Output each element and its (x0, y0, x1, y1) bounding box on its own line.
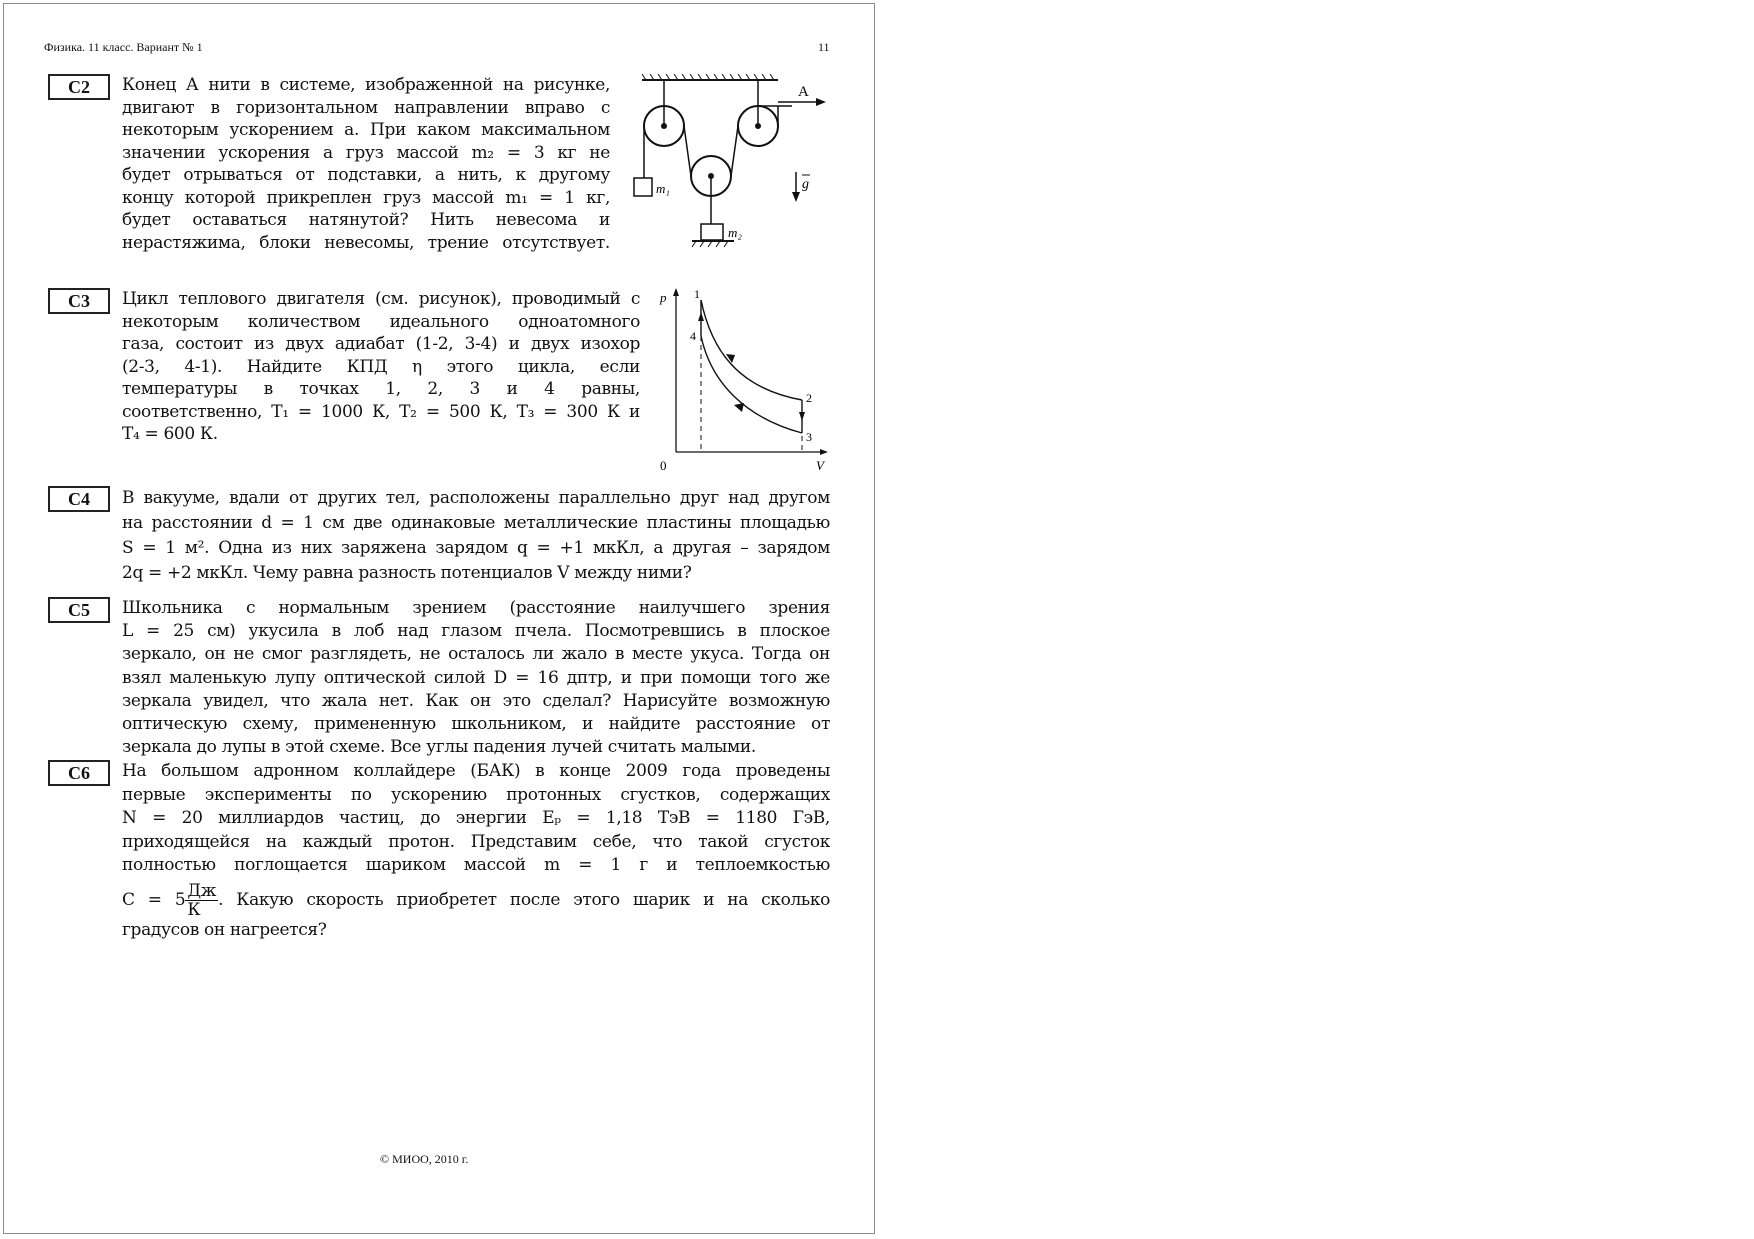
task-text-c6 (122, 760, 830, 942)
text-line: (2-3, 4-1). Найдите КПД η этого цикла, если (122, 356, 640, 377)
text-line: L = 25 см) укусила в лоб над глазом пчела. Посмотревшись в плоское (122, 621, 830, 642)
text-line: будет оставаться натянутой? Нить невесома и (122, 210, 610, 230)
mass-m2-label: m₂ (728, 225, 742, 240)
gravity-label: g (802, 177, 809, 192)
text-line: зеркала увидел, что жала нет. Как он это сделал? Нарисуйте возможную (122, 690, 830, 711)
origin-label: 0 (660, 458, 667, 473)
text-line: градусов он нагреется? (122, 919, 327, 940)
task-label-c3: С3 (48, 288, 110, 314)
page-footer: © МИОО, 2010 г. (380, 1152, 469, 1166)
text-line: зеркало, он не смог разглядеть, не осталось ли жало в месте укуса. Тогда он (122, 644, 830, 665)
page-header-title: Физика. 11 класс. Вариант № 1 (44, 40, 203, 54)
text-line: S = 1 м². Одна из них заряжена зарядом q = +1 мкКл, а другая – зарядом (122, 538, 830, 558)
text-line: температуры в точках 1, 2, 3 и 4 равны, (122, 379, 640, 399)
task-text-c3 (122, 288, 640, 446)
formula-rest: . Какую скорость приобретет после этого шарик и на сколько (218, 889, 830, 910)
text-line: концу которой прикреплен груз массой m₁ = 1 кг, (122, 187, 610, 208)
task-label-c4: С4 (48, 486, 110, 512)
adiabat-3-4 (701, 336, 802, 433)
p-axis-label: p (660, 290, 667, 305)
task-text-c5 (122, 597, 830, 759)
task-label-c2: С2 (48, 74, 110, 100)
point-a-label: A (798, 84, 809, 100)
text-line: зеркала до лупы в этой схеме. Все углы падения лучей считать малыми. (122, 737, 756, 758)
adiabat-1-2 (701, 300, 802, 400)
mass-m2 (701, 224, 723, 240)
text-line: взял маленькую лупу оптической силой D = 16 дптр, и при помощи того же (122, 667, 830, 688)
page-number: 11 (818, 40, 830, 54)
text-line: на расстоянии d = 1 см две одинаковые металлические пластины площадью (122, 513, 830, 533)
text-line: Цикл теплового двигателя (см. рисунок), проводимый с (122, 289, 640, 309)
mass-m1-label: m₁ (656, 181, 670, 196)
fraction-denominator: К (187, 899, 201, 920)
text-line: соответственно, T₁ = 1000 К, T₂ = 500 К, T₃ = 300 К и (122, 401, 640, 422)
pv-cycle-figure (656, 288, 832, 478)
task-label-c6: С6 (48, 760, 110, 786)
point-4-label: 4 (690, 329, 696, 343)
formula-prefix: C = 5 (122, 889, 186, 910)
text-line: Школьника с нормальным зрением (расстояние наилучшего зрения (122, 598, 830, 618)
text-line: первые эксперименты по ускорению протонных сгустков, содержащих (122, 784, 830, 805)
fraction-numerator: Дж (187, 880, 217, 901)
point-1-label: 1 (694, 288, 700, 301)
text-line: приходящейся на каждый протон. Представим себе, что такой сгусток (122, 831, 830, 852)
text-line: На большом адронном коллайдере (БАК) в конце 2009 года проведены (122, 761, 830, 781)
task-text-c4 (122, 486, 830, 586)
point-2-label: 2 (806, 391, 812, 405)
mass-m1 (634, 178, 652, 196)
task-label-c5: С5 (48, 597, 110, 623)
text-line: Конец А нити в системе, изображенной на рисунке, (122, 75, 610, 95)
text-line: некоторым ускорением a. При каком максимальном (122, 120, 610, 140)
text-line: В вакууме, вдали от других тел, расположены параллельно друг над другом (122, 488, 830, 508)
text-line: двигают в горизонтальном направлении вправо с (122, 97, 610, 118)
text-line: нерастяжима, блоки невесомы, трение отсутствует. (122, 232, 610, 253)
text-line: некоторым количеством идеального одноатомного (122, 311, 640, 332)
pulley-system-figure (630, 74, 830, 254)
task-text-c2 (122, 74, 610, 254)
text-line: оптическую схему, примененную школьником, и найдите расстояние от (122, 714, 830, 735)
v-axis-label: V (816, 458, 824, 473)
text-line: T₄ = 600 К. (122, 424, 218, 444)
fraction (185, 882, 218, 919)
text-line: 2q = +2 мкКл. Чему равна разность потенциалов V между ними? (122, 563, 692, 583)
formula-line (122, 882, 830, 919)
text-line: газа, состоит из двух адиабат (1-2, 3-4) и двух изохор (122, 334, 640, 354)
text-line: значении ускорения a груз массой m₂ = 3 кг не (122, 142, 610, 163)
text-line: полностью поглощается шариком массой m = 1 г и теплоемкостью (122, 855, 830, 875)
text-line: N = 20 миллиардов частиц, до энергии Eₚ = 1,18 ТэВ = 1180 ГэВ, (122, 808, 830, 828)
text-line: будет отрываться от подставки, а нить, к другому (122, 165, 610, 185)
point-3-label: 3 (806, 430, 812, 444)
